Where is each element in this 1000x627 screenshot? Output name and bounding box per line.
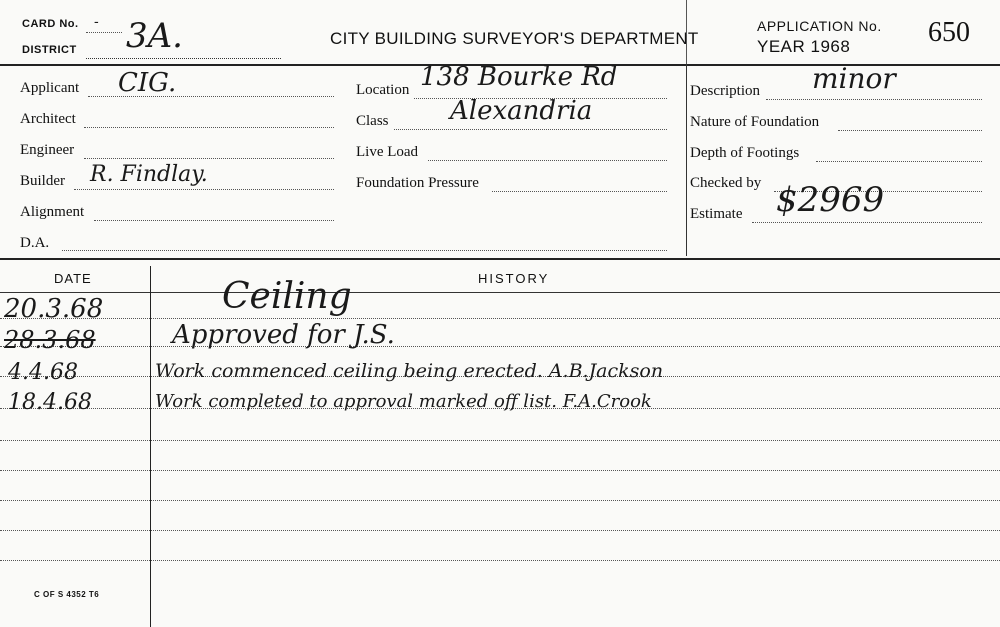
foundation-pressure-label: Foundation Pressure [356,175,479,191]
header-right-divider [686,0,687,64]
history-date-4: 18.4.68 [8,390,92,415]
history-date-3: 4.4.68 [8,360,78,385]
application-no-label: APPLICATION No. [757,18,882,34]
da-line [62,250,667,251]
engineer-label: Engineer [20,142,75,158]
district-label: DISTRICT [22,44,77,56]
estimate-line [752,222,982,223]
alignment-label: Alignment [20,204,85,220]
date-header: DATE [54,271,92,286]
history-header: HISTORY [478,271,550,286]
estimate-label: Estimate [690,206,743,222]
class-label: Class [356,113,389,129]
nature-of-foundation-label: Nature of Foundation [690,114,820,130]
description-line [766,99,982,100]
da-label: D.A. [20,235,50,251]
builder-label: Builder [20,173,65,189]
card-no-dotline [86,32,122,33]
location-value-line2: Alexandria [450,96,593,126]
location-label: Location [356,82,410,98]
history-text-3: Work commenced ceiling being erected. A.B.Jackson [155,360,664,382]
history-text-4: Work completed to approval marked off list. F.A.Crook [155,391,652,412]
description-label: Description [690,83,760,99]
estimate-value: $2969 [776,180,885,220]
applicant-label: Applicant [20,80,80,96]
district-value: 3A. [126,16,183,56]
live-load-line [428,160,667,161]
depth-of-footings-label: Depth of Footings [690,145,800,161]
architect-line [84,127,334,128]
card-no-label: CARD No. [22,18,79,30]
description-value: minor [812,62,896,95]
history-top-divider [0,258,1000,260]
department-title: CITY BUILDING SURVEYOR'S DEPARTMENT [330,29,699,48]
applicant-value: CIG. [118,68,177,98]
district-line [86,58,281,59]
depth-of-footings-line [816,161,982,162]
application-no-value: 650 [928,17,970,48]
engineer-line [84,158,334,159]
history-date-1: 20.3.68 [4,294,104,324]
form-code: C OF S 4352 T6 [34,590,100,599]
history-date-2: 28.3.68 [4,326,96,354]
fields-right-divider [686,64,687,256]
history-text-2: Approved for J.S. [172,320,395,350]
history-text-1: Ceiling [222,276,352,317]
location-value-line1: 138 Bourke Rd [420,62,618,92]
architect-label: Architect [20,111,76,127]
nature-of-foundation-line [838,130,982,131]
card-no-value: - [94,14,99,30]
foundation-pressure-line [492,191,667,192]
checked-by-label: Checked by [690,175,762,191]
builder-value: R. Findlay. [90,162,208,187]
class-line [394,129,667,130]
alignment-line [94,220,334,221]
live-load-label: Live Load [356,144,419,160]
date-column-divider [150,266,151,627]
builder-line [74,189,334,190]
year-label: YEAR 1968 [757,37,851,56]
